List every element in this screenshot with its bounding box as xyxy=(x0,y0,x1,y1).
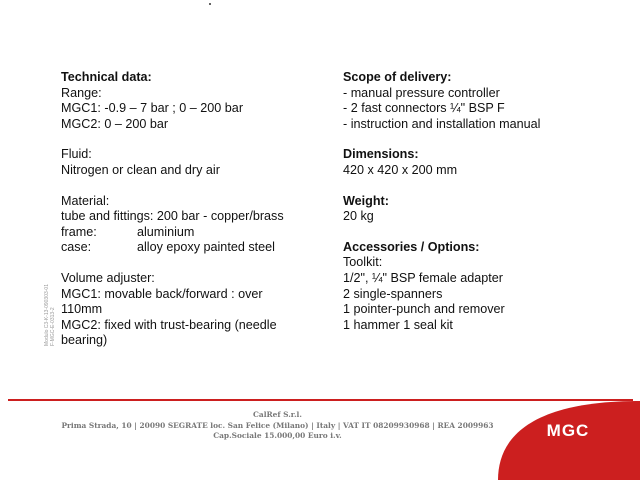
accessory-item: 1 pointer-punch and remover xyxy=(343,302,505,317)
side-reference-line-1: Modulo C3-K-13-090303-01 xyxy=(44,284,50,346)
weight-section xyxy=(343,194,603,225)
range-mgc1: MGC1: -0.9 – 7 bar ; 0 – 200 bar xyxy=(61,101,244,116)
accessory-item: Toolkit: xyxy=(343,255,383,270)
dimensions-section xyxy=(343,147,603,178)
technical-data-heading: Technical data: xyxy=(61,70,152,84)
material-frame-key: frame: xyxy=(61,224,97,239)
logo-text: MGC xyxy=(546,421,590,440)
side-reference-line-2: F-MGC-E-0313-2 xyxy=(50,307,56,346)
footer xyxy=(0,410,555,442)
scope-item: - 2 fast connectors ¼" BSP F xyxy=(343,101,505,116)
material-heading: Material: xyxy=(61,193,110,208)
accessory-item: 1/2", ¼" BSP female adapter xyxy=(343,270,503,285)
scope-heading: Scope of delivery: xyxy=(343,70,452,84)
range-mgc2: MGC2: 0 – 200 bar xyxy=(61,116,169,131)
weight-value: 20 kg xyxy=(343,209,374,224)
footer-address: Prima Strada, 10 | 20090 SEGRATE loc. San Felice (Milano) | Italy | VAT IT 08209930968 | REA 2009963 xyxy=(61,420,494,430)
footer-company: CalRef S.r.l. xyxy=(253,410,302,419)
volume-heading: Volume adjuster: xyxy=(61,270,155,285)
volume-adjuster-section xyxy=(61,271,321,349)
volume-line-2: 110mm xyxy=(61,302,103,317)
side-reference-code xyxy=(44,272,68,346)
accessory-item: 2 single-spanners xyxy=(343,286,443,301)
fluid-value: Nitrogen or clean and dry air xyxy=(61,162,220,177)
volume-line-4: bearing) xyxy=(61,333,108,348)
material-frame-value: aluminium xyxy=(137,224,195,239)
material-case-key: case: xyxy=(61,240,92,255)
accessories-section xyxy=(343,240,603,334)
side-reference-text xyxy=(44,284,56,346)
footer-capital: Cap.Sociale 15.000,00 Euro i.v. xyxy=(213,431,342,440)
material-tube: tube and fittings: 200 bar - copper/brass xyxy=(61,209,284,224)
mgc-logo xyxy=(498,393,640,480)
technical-data-section xyxy=(61,70,321,132)
weight-heading: Weight: xyxy=(343,193,389,208)
scope-item: - manual pressure controller xyxy=(343,85,500,100)
material-case-row xyxy=(61,240,321,256)
accessories-heading: Accessories / Options: xyxy=(343,239,480,254)
right-column xyxy=(343,70,603,348)
volume-line-1: MGC1: movable back/forward : over xyxy=(61,286,263,301)
scope-section xyxy=(343,70,603,132)
material-case-value: alloy epoxy painted steel xyxy=(137,240,275,255)
left-column xyxy=(61,70,321,364)
fluid-section xyxy=(61,147,321,178)
fluid-heading: Fluid: xyxy=(61,147,92,162)
range-label: Range: xyxy=(61,85,102,100)
dimensions-value: 420 x 420 x 200 mm xyxy=(343,162,458,177)
stray-dot xyxy=(209,3,211,5)
accessory-item: 1 hammer 1 seal kit xyxy=(343,317,453,332)
dimensions-heading: Dimensions: xyxy=(343,147,419,162)
material-frame-row xyxy=(61,225,321,241)
volume-line-3: MGC2: fixed with trust-bearing (needle xyxy=(61,317,277,332)
material-section xyxy=(61,194,321,256)
scope-item: - instruction and installation manual xyxy=(343,116,541,131)
